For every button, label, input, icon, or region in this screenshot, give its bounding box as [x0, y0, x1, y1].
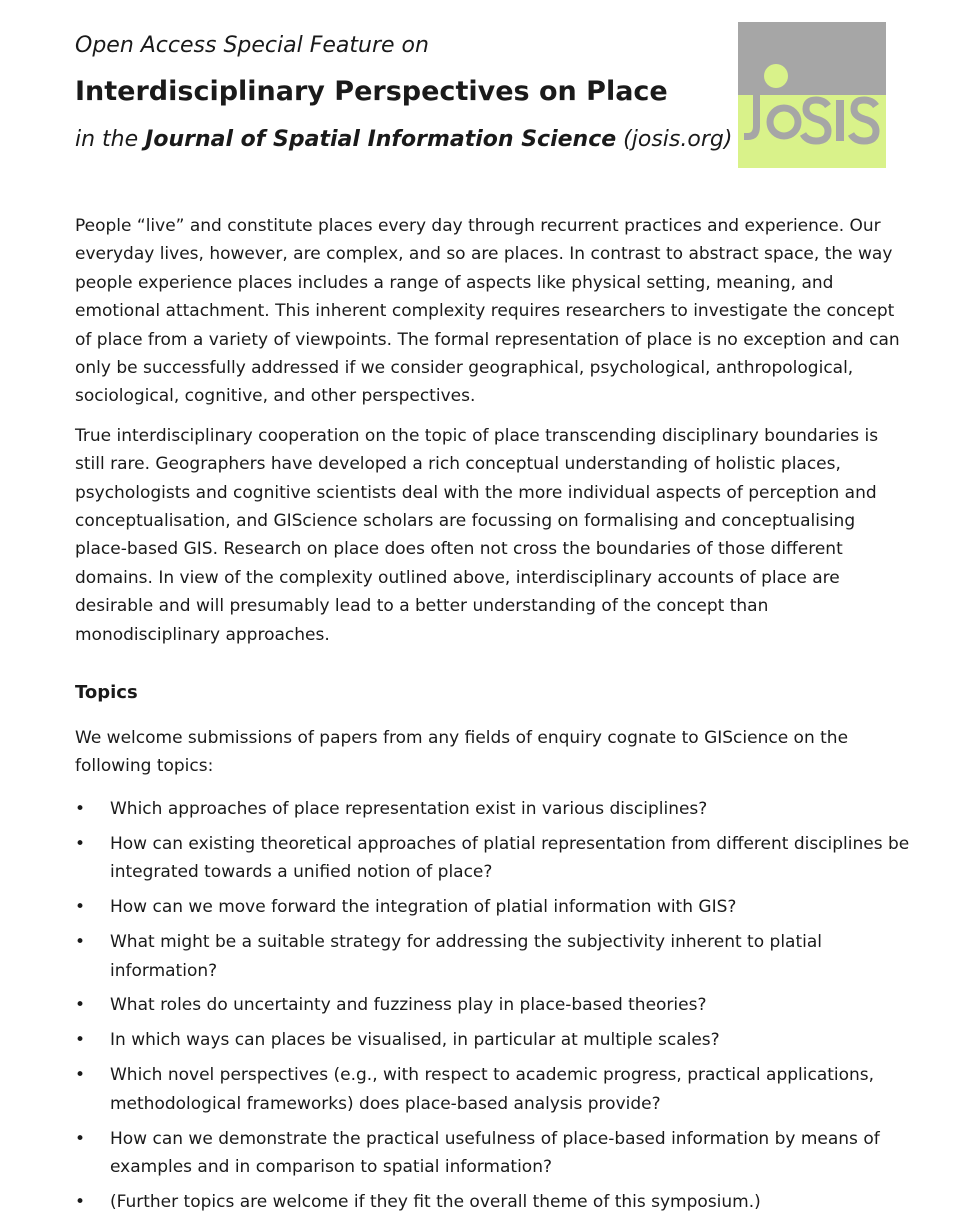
josis-logo — [738, 22, 886, 168]
list-item-text: Which novel perspectives (e.g., with respect to academic progress, practical applications, methodological frameworks) does place-based analysis provide? — [110, 1065, 875, 1114]
list-item — [75, 928, 915, 985]
topics-heading: Topics — [75, 682, 138, 703]
list-item — [75, 1061, 915, 1118]
logo-top-band — [738, 22, 886, 95]
list-item — [75, 991, 915, 1019]
list-item — [75, 795, 915, 823]
bullet-icon: • — [75, 1191, 86, 1212]
list-item-text: How can we demonstrate the practical usefulness of place-based information by means of examples and in comparison to spatial information? — [110, 1128, 880, 1177]
list-item-text: How can we move forward the integration of platial information with GIS? — [110, 897, 737, 918]
list-item-text: (Further topics are welcome if they fit the overall theme of this symposium.) — [110, 1191, 761, 1212]
list-item-text: Which approaches of place representation exist in various disciplines? — [110, 799, 708, 819]
list-item-text: How can existing theoretical approaches of platial representation from different disciplines be integrated towards a unified notion of place? — [110, 833, 910, 883]
journal-suffix: (josis.org) — [616, 127, 733, 152]
logo-dot — [764, 64, 788, 88]
bullet-icon: • — [75, 1128, 86, 1149]
page-title: Interdisciplinary Perspectives on Place — [75, 76, 668, 107]
topics-list — [75, 795, 915, 1223]
logo-bottom-band — [738, 95, 886, 168]
header — [75, 28, 733, 158]
journal-line — [75, 122, 733, 158]
bullet-icon: • — [75, 799, 86, 819]
journal-prefix: in the — [75, 127, 146, 152]
bullet-icon: • — [75, 1030, 86, 1051]
list-item — [75, 893, 915, 921]
bullet-icon: • — [75, 932, 86, 953]
bullet-icon: • — [75, 833, 86, 854]
paragraph-cooperation: True interdisciplinary cooperation on the topic of place transcending disciplinary boundaries is still rare. Geographers have developed a rich conceptual understanding of holistic places, psychologists and cognitive scientists deal with the more individual aspects of perception and conceptualisation, and GIScience scholars are focussing on formalising and conceptualising place-based GIS. Research on place does often not cross the boundaries of those different domains. In view of the complexity outlined above, interdisciplinary accounts of place are desirable and will presumably lead to a better understanding of the concept than monodisciplinary approaches. — [75, 425, 879, 645]
kicker-text: Open Access Special Feature on — [75, 33, 429, 58]
list-item-text: What might be a suitable strategy for addressing the subjectivity inherent to platial information? — [110, 932, 822, 981]
topics-intro: We welcome submissions of papers from any fields of enquiry cognate to GIScience on the following topics: — [75, 728, 849, 777]
list-item — [75, 830, 915, 887]
list-item-text: What roles do uncertainty and fuzziness play in place-based theories? — [110, 995, 707, 1016]
journal-name: Journal of Spatial Information Science — [145, 127, 617, 152]
paragraph-intro: People “live” and constitute places every day through recurrent practices and experience. Our everyday lives, however, are complex, and so are places. In contrast to abstract space, the way people experience places includes a range of aspects like physical setting, meaning, and emotional attachment. This inherent complexity requires researchers to investigate the concept of place from a variety of viewpoints. The formal representation of place is no exception and can only be successfully addressed if we consider geographical, psychological, anthropological, sociological, cognitive, and other perspectives. — [75, 216, 900, 407]
body-text — [75, 212, 905, 660]
bullet-icon: • — [75, 897, 86, 918]
bullet-icon: • — [75, 995, 86, 1016]
list-item — [75, 1125, 915, 1182]
logo-letter-i — [836, 100, 844, 141]
bullet-icon: • — [75, 1065, 86, 1086]
list-item — [75, 1188, 915, 1216]
list-item-text: In which ways can places be visualised, in particular at multiple scales? — [110, 1030, 720, 1051]
list-item — [75, 1026, 915, 1054]
